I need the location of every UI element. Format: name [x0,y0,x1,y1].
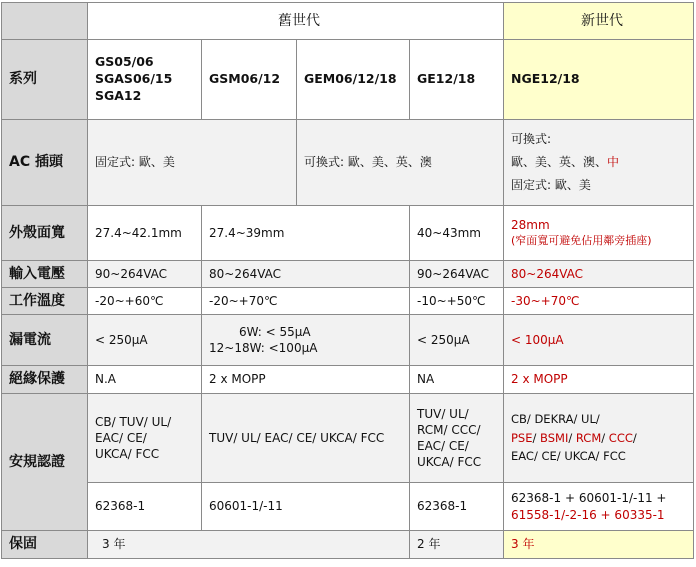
safety-new-rcm: RCM [575,430,602,445]
temperature-old-1: -20~+60℃ [88,288,202,315]
standards-row [2,483,694,531]
insulation-old-2: 2 x MOPP [202,366,410,394]
leakage-old-4: < 250μA [410,315,504,366]
width-old-4: 40~43mm [410,206,504,261]
safety-new-ccc: CCC [608,430,633,445]
insulation-old-4: NA [410,366,504,394]
safety-new [504,394,694,483]
safety-old-4-line3: EAC/ CE/ [417,439,469,453]
warranty-old-1: 3 年 [88,531,410,559]
series-new: NGE12/18 [504,40,694,120]
safety-new-sep-1: / [532,430,541,445]
insulation-new: 2 x MOPP [504,366,694,394]
safety-old-2: TUV/ UL/ EAC/ CE/ UKCA/ FCC [202,394,410,483]
ac-plug-row [2,120,694,206]
leakage-row [2,315,694,366]
warranty-new: 3 年 [504,531,694,559]
comparison-table-wrapper [1,2,694,559]
safety-new-line2 [511,429,693,448]
safety-cert-row [2,394,694,483]
safety-new-line3: EAC/ CE/ UKCA/ FCC [511,449,626,464]
input-voltage-old-2: 80~264VAC [202,261,410,288]
leakage-new: < 100μA [504,315,694,366]
ac-plug-label: AC 插頭 [2,120,88,206]
safety-old-1-line3: UKCA/ FCC [95,447,160,462]
width-old-1: 27.4~42.1mm [88,206,202,261]
safety-old-4-line2: RCM/ CCC/ [417,422,481,437]
new-generation-header: 新世代 [504,3,694,40]
leakage-12-18w: 12~18W: <100μA [209,341,318,355]
leakage-6w: 6W: < 55μA [239,324,311,339]
standards-old-4: 62368-1 [410,483,504,531]
width-label: 外殼面寬 [2,206,88,261]
width-old-2: 27.4~39mm [202,206,410,261]
input-voltage-row [2,261,694,288]
insulation-label: 絕緣保護 [2,366,88,394]
insulation-old-1: N.A [88,366,202,394]
old-generation-header: 舊世代 [88,3,504,40]
width-new [504,206,694,261]
safety-new-pse: PSE [511,430,533,445]
input-voltage-new: 80~264VAC [504,261,694,288]
ac-plug-new [504,120,694,206]
safety-new-sep-4: / [632,430,637,445]
standards-new-line1: 62368-1 + 60601-1/-11 + [511,491,667,506]
series-old-4: GE12/18 [410,40,504,120]
series-label: 系列 [2,40,88,120]
input-voltage-old-4: 90~264VAC [410,261,504,288]
input-voltage-label: 輸入電壓 [2,261,88,288]
temperature-label: 工作溫度 [2,288,88,315]
series-model-3: SGA12 [95,87,142,103]
ac-plug-new-line2 [511,151,693,174]
generation-comparison-table [1,2,694,559]
width-row [2,206,694,261]
width-new-line2: (窄面寬可避免佔用鄰旁插座) [511,233,652,247]
warranty-row [2,531,694,559]
safety-old-4 [410,394,504,483]
leakage-label: 漏電流 [2,315,88,366]
header-corner [2,3,88,40]
safety-new-sep-2: / [568,430,576,445]
input-voltage-old-1: 90~264VAC [88,261,202,288]
leakage-old-2 [202,315,410,366]
standards-new [504,483,694,531]
temperature-row [2,288,694,315]
series-old-3: GEM06/12/18 [297,40,410,120]
insulation-row [2,366,694,394]
safety-old-1-line1: CB/ TUV/ UL/ [95,414,172,429]
safety-old-4-line1: TUV/ UL/ [417,406,469,421]
ac-plug-new-highlight: 中 [607,155,620,170]
safety-old-1-line2: EAC/ CE/ [95,430,147,445]
warranty-old-4: 2 年 [410,531,504,559]
warranty-label: 保固 [2,531,88,559]
standards-old-1: 62368-1 [88,483,202,531]
safety-new-line1: CB/ DEKRA/ UL/ [511,411,600,426]
width-new-line1: 28mm [511,218,550,233]
temperature-old-4: -10~+50℃ [410,288,504,315]
safety-new-bsmi: BSMI [540,430,569,445]
ac-plug-new-line3: 固定式: 歐、美 [511,177,591,192]
header-row [2,3,694,40]
temperature-old-2: -20~+70℃ [202,288,410,315]
series-model-1: GS05/06 [95,54,154,70]
leakage-old-1: < 250μA [88,315,202,366]
safety-label: 安規認證 [2,394,88,531]
series-row [2,40,694,120]
ac-plug-new-line1: 可換式: [511,132,552,147]
ac-plug-fixed: 固定式: 歐、美 [88,120,297,206]
standards-old-2: 60601-1/-11 [202,483,410,531]
ac-plug-new-line2-prefix: 歐、美、英、澳、 [511,155,608,170]
safety-old-1 [88,394,202,483]
series-model-2: SGAS06/15 [95,71,173,87]
safety-old-4-line4: UKCA/ FCC [417,455,482,470]
series-old-2: GSM06/12 [202,40,297,120]
ac-plug-swappable: 可換式: 歐、美、英、澳 [297,120,504,206]
standards-new-line2: 61558-1/-2-16 + 60335-1 [511,507,665,522]
safety-new-sep-3: / [601,430,609,445]
temperature-new: -30~+70℃ [504,288,694,315]
series-old-1 [88,40,202,120]
